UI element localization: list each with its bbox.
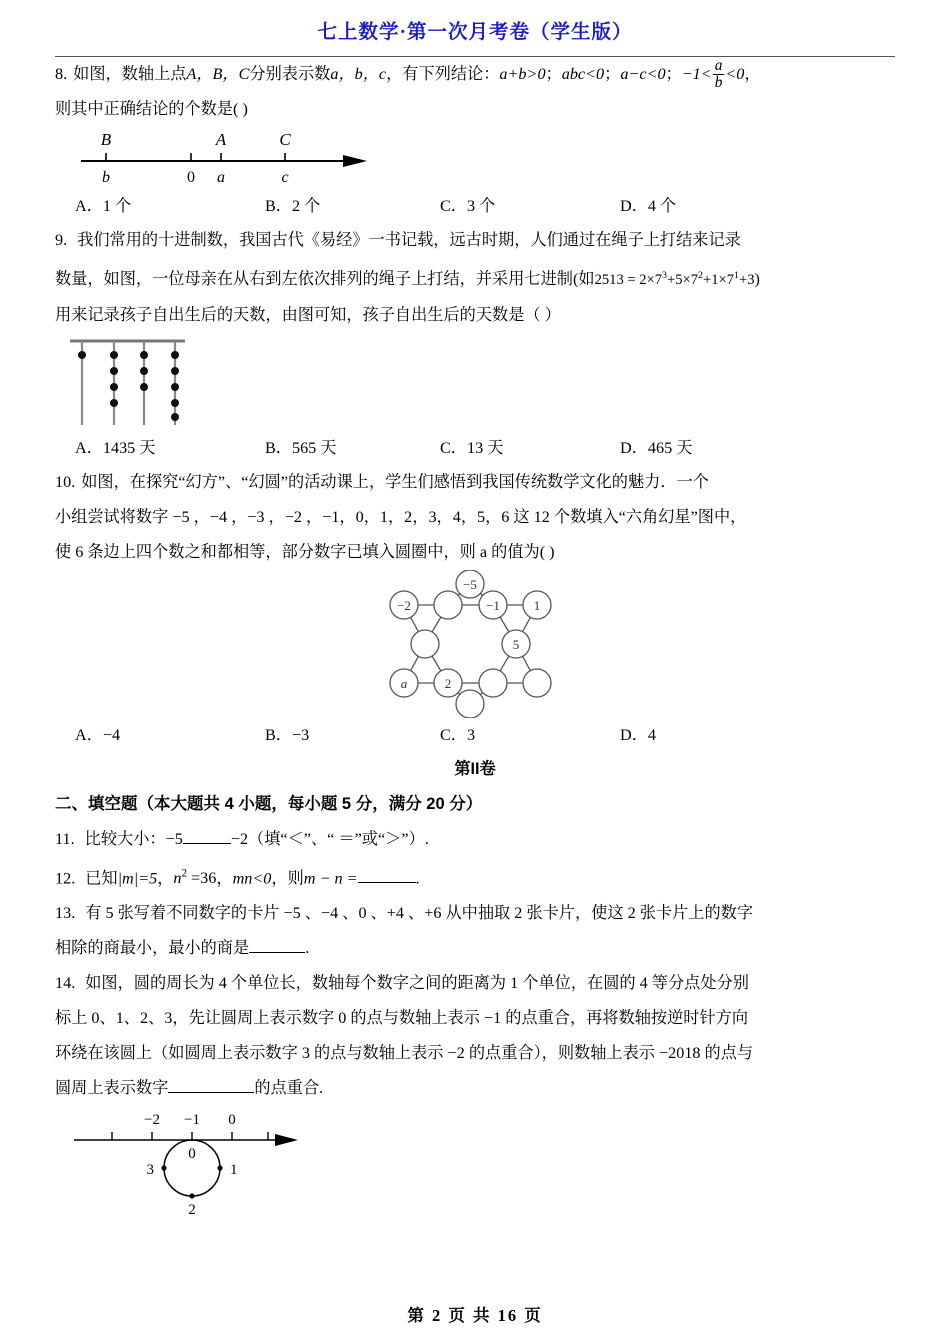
page-title: 七上数学·第一次月考卷（学生版） — [317, 22, 633, 43]
q8-vars-1: A，B，C — [186, 65, 250, 83]
node-value-upper-right-inner: −1 — [486, 597, 500, 613]
q12-sep-2: ， — [216, 869, 233, 888]
label-point-B: B — [100, 130, 112, 149]
label-point-C: C — [279, 130, 291, 149]
q8-vars-2: a，b，c — [330, 65, 387, 83]
label-value-0: 0 — [187, 169, 195, 186]
axis-label-minus-1: −1 — [184, 1112, 200, 1129]
question-10-stem-line1 — [55, 465, 895, 500]
question-12-number: 12. — [55, 869, 76, 888]
q8-expr-2: abc<0 — [561, 65, 605, 83]
knot-icon — [110, 399, 118, 407]
label-value-b: b — [102, 169, 110, 186]
q8-sep-2: ； — [604, 65, 621, 83]
hexagram-nodes — [390, 570, 551, 718]
question-14-line1 — [55, 966, 895, 1001]
q13-line2-b: . — [305, 939, 310, 958]
q8-fraction-a-over-b — [713, 58, 725, 91]
question-14-number: 14. — [55, 974, 76, 993]
q11-value-1: −5 — [165, 829, 183, 848]
question-14 — [55, 966, 895, 1219]
circle-point-1 — [217, 1166, 222, 1171]
option-8-D[interactable]: D．4 个 — [620, 197, 677, 215]
q12-answer-blank[interactable] — [358, 882, 416, 883]
question-13-number: 13. — [55, 904, 76, 923]
q12-text-b: 则 — [287, 869, 304, 888]
axis-label-minus-2: −2 — [144, 1112, 160, 1129]
option-8-A[interactable]: A．1 个 — [75, 197, 132, 215]
question-10-stem-line2: 小组尝试将数字 −5 ，−4 ，−3 ，−2 ，−1，0，1，2，3，4，5，6 这 12 个数填入“六角幻星”图中， — [55, 507, 747, 526]
option-10-B[interactable]: B．−3 — [265, 725, 310, 744]
q12-tail: . — [415, 869, 420, 888]
q14-line4-a: 圆周上表示数字 — [55, 1079, 169, 1098]
q8-expr-1: a+b>0 — [499, 65, 546, 83]
q8-expr-4-post: <0 — [725, 65, 745, 83]
question-10-options — [55, 718, 895, 752]
page-footer: 第 2 页 共 16 页 — [407, 1306, 543, 1325]
node-value-lower-left-outer-a: a — [400, 675, 408, 691]
label-value-c: c — [281, 169, 289, 186]
q9-line2-a: 数量，如图，一位母亲在从右到左依次排列的绳子上打结，并采用七进制( — [55, 269, 579, 288]
node-value-upper-right-outer: 1 — [533, 597, 541, 613]
node-left-mid — [411, 630, 439, 658]
q12-sep-1: ， — [157, 869, 174, 888]
question-13-line1 — [55, 896, 895, 931]
q8-expr-4-pre: −1< — [681, 65, 712, 83]
knotted-ropes-svg — [65, 333, 215, 431]
circle-label-0: 0 — [188, 1146, 196, 1163]
q14-answer-blank[interactable] — [168, 1092, 254, 1093]
q8-comma: ， — [744, 65, 761, 83]
option-10-D[interactable]: D．4 — [620, 725, 656, 744]
knot-icon — [171, 351, 179, 359]
option-10-A[interactable]: A．−4 — [75, 725, 121, 744]
q13-line1-text: 有 5 张写着不同数字的卡片 −5 、−4 、0 、+4 、+6 从中抽取 2 张卡片，使这 2 张卡片上的数字 — [85, 904, 754, 923]
q12-expr-3: mn<0 — [232, 869, 272, 888]
circle-label-1: 1 — [230, 1162, 238, 1179]
page-header — [55, 0, 895, 44]
volume-2-heading: 第II卷 — [454, 759, 496, 778]
circle-point-3 — [161, 1166, 166, 1171]
knot-icon — [140, 351, 148, 359]
axis-arrow-icon — [343, 155, 367, 167]
question-10-figure-hexagram — [55, 570, 895, 718]
question-8-figure-number-line — [73, 127, 895, 189]
question-9-number: 9. — [55, 231, 68, 249]
section-fill-in-blank-heading: 二、填空题（本大题共 4 小题，每小题 5 分，满分 20 分） — [55, 794, 483, 813]
question-11 — [55, 822, 895, 857]
q9-line2-b: ) — [754, 269, 760, 288]
node-value-right-mid: 5 — [512, 636, 520, 652]
q9-line1-text: 我们常用的十进制数，我国古代《易经》一书记载，远古时期，人们通过在绳子上打结来记录 — [77, 231, 741, 249]
q8-text-b: 分别表示数 — [249, 65, 331, 83]
q13-answer-blank[interactable] — [249, 952, 305, 953]
q11-text-b: （填“＜”、“ ＝”或“＞”）. — [248, 829, 429, 848]
q8-fraction-denominator: b — [714, 74, 723, 91]
node-lower-right-outer — [523, 669, 551, 697]
knot-icon — [171, 367, 179, 375]
q9-expr-label: 如 — [578, 269, 595, 288]
knot-icon — [110, 351, 118, 359]
question-10-number: 10. — [55, 472, 76, 491]
knot-icon — [140, 367, 148, 375]
q12-sep-3: ， — [271, 869, 288, 888]
q12-expr-2: $n^2 =36$ — [173, 867, 217, 888]
knot-icon — [110, 367, 118, 375]
knot-icon — [171, 413, 179, 421]
question-9-stem-line3: 用来记录孩子自出生后的天数，由图可知，孩子自出生后的天数是（ ） — [55, 305, 561, 324]
option-8-C[interactable]: C．3 个 — [440, 197, 496, 215]
q14-line1-text: 如图，圆的周长为 4 个单位长，数轴每个数字之间的距离为 1 个单位，在圆的 4 等分点处分别 — [85, 974, 749, 993]
question-12 — [55, 857, 895, 896]
question-9-options — [55, 431, 895, 465]
q11-answer-blank[interactable] — [183, 843, 231, 844]
question-8-number: 8. — [55, 65, 68, 83]
node-bottom — [456, 690, 484, 718]
q8-expr-3: a−c<0 — [620, 65, 666, 83]
question-8 — [55, 57, 895, 223]
knot-icon — [140, 383, 148, 391]
node-value-lower-left-inner: 2 — [444, 675, 452, 691]
q13-line2-a: 相除的商最小，最小的商是 — [55, 939, 250, 958]
question-14-figure-numberline-circle — [70, 1106, 895, 1219]
option-9-A[interactable]: A．1435 天 — [75, 438, 156, 457]
knot-icon — [171, 383, 179, 391]
number-line-svg — [73, 127, 373, 189]
circle-label-2: 2 — [188, 1202, 196, 1219]
option-8-B[interactable]: B．2 个 — [265, 197, 321, 215]
knot-icon — [78, 351, 86, 359]
circle-label-3: 3 — [146, 1162, 154, 1179]
q8-sep-3: ； — [665, 65, 682, 83]
question-13 — [55, 896, 895, 966]
q11-value-2: −2 — [230, 829, 249, 848]
question-10 — [55, 465, 895, 752]
question-14-line3: 环绕在该圆上（如圆周上表示数字 3 的点与数轴上表示 −2 的点重合），则数轴上表示 −2018 的点与 — [55, 1044, 754, 1063]
option-9-D[interactable]: D．465 天 — [620, 438, 693, 457]
axis-arrow-icon — [275, 1134, 298, 1146]
question-9-stem-line1 — [55, 223, 895, 258]
question-9 — [55, 223, 895, 465]
question-14-line4 — [55, 1071, 895, 1106]
q12-expr-1: |m|=5 — [117, 869, 158, 888]
q8-fraction-numerator: a — [714, 56, 723, 74]
knot-icon — [171, 399, 179, 407]
axis-label-0: 0 — [228, 1112, 236, 1129]
question-9-stem-line2 — [55, 258, 895, 298]
question-8-options — [55, 189, 895, 223]
node-lower-right-inner — [479, 669, 507, 697]
knot-icon — [110, 383, 118, 391]
q10-line1-text: 如图，在探究“幻方”、“幻圆”的活动课上，学生们感悟到我国传统数学文化的魅力．一个 — [81, 472, 709, 491]
q8-text-a: 如图，数轴上点 — [73, 65, 187, 83]
option-9-B[interactable]: B．565 天 — [265, 438, 337, 457]
question-8-stem — [55, 57, 895, 92]
node-value-top: −5 — [463, 576, 477, 592]
circle-point-2 — [189, 1194, 194, 1199]
label-value-a: a — [217, 169, 225, 186]
q11-text-a: 比较大小： — [84, 829, 166, 848]
q9-base7-expression: $2513 = 2\times 7^3+5\times 7^2+1\times 7^1+3$ — [594, 270, 755, 288]
question-11-number: 11. — [55, 829, 75, 848]
question-13-line2 — [55, 931, 895, 966]
node-value-upper-left-outer: −2 — [397, 597, 411, 613]
node-upper-left-inner — [434, 591, 462, 619]
option-10-C[interactable]: C．3 — [440, 725, 476, 744]
hexagram-magic-star-svg — [380, 570, 570, 718]
q14-line4-b: 的点重合. — [254, 1079, 324, 1098]
q8-text-c: ，有下列结论： — [386, 65, 500, 83]
q8-sep-1: ； — [545, 65, 562, 83]
label-point-A: A — [215, 130, 227, 149]
question-8-stem-line2: 则其中正确结论的个数是( ) — [55, 100, 248, 118]
question-10-stem-line3: 使 6 条边上四个数之和都相等，部分数字已填入圆圈中，则 a 的值为( ) — [55, 542, 555, 561]
q12-expr-4: m − n = — [303, 869, 358, 888]
option-9-C[interactable]: C．13 天 — [440, 438, 504, 457]
numberline-circle-svg — [70, 1106, 310, 1218]
q12-text-a: 已知 — [85, 869, 118, 888]
question-9-figure-knotted-ropes — [65, 333, 895, 431]
question-14-line2: 标上 0、1、2、3，先让圆周上表示数字 0 的点与数轴上表示 −1 的点重合，再将数轴按逆时针方向 — [55, 1009, 749, 1028]
